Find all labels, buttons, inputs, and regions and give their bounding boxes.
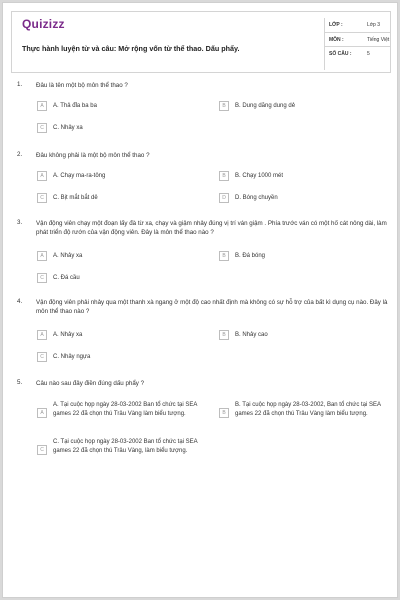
option-letter-box[interactable]: A <box>37 330 47 340</box>
meta-row-subject <box>325 32 390 46</box>
option-text: A. Chạy ma-ra-tông <box>53 173 106 179</box>
meta-label-subject: MÔN : <box>329 37 344 43</box>
option-text: C. Nhảy xa <box>53 125 83 131</box>
question-3 <box>17 219 393 289</box>
option-letter-box[interactable]: B <box>219 251 229 261</box>
question-text: Vận động viên chạy một đoạn lấy đà từ xa, chạy và giậm nhảy đúng vị trí ván giậm . Phía trước ván có một hố cát nông dài, làm phát triển độ rướn của vận động viên. Đây là môn thể thao nào ? <box>36 220 387 236</box>
option-text: D. Bóng chuyền <box>235 195 278 201</box>
option-letter-box[interactable]: C <box>37 445 47 455</box>
option-letter-box[interactable]: C <box>37 352 47 362</box>
question-2 <box>17 151 393 211</box>
option-letter-box[interactable]: C <box>37 123 47 133</box>
option-letter-box[interactable]: B <box>219 330 229 340</box>
worksheet-meta <box>324 18 390 70</box>
option-letter-box[interactable]: B <box>219 101 229 111</box>
question-4 <box>17 298 393 368</box>
option-text: B. Nhảy cao <box>235 332 268 338</box>
meta-row-question-count <box>325 46 390 60</box>
option-letter-box[interactable]: C <box>37 193 47 203</box>
worksheet-header <box>11 11 391 73</box>
option-letter-box[interactable]: A <box>37 101 47 111</box>
question-number: 2. <box>17 151 23 158</box>
option-letter-box[interactable]: B <box>219 408 229 418</box>
quizizz-logo: Quizizz <box>22 17 65 31</box>
option-text: B. Chạy 1000 mét <box>235 173 284 179</box>
meta-value-question-count: 5 <box>367 51 370 57</box>
meta-label-question-count: SỐ CÂU : <box>329 51 352 57</box>
option-letter-box[interactable]: A <box>37 251 47 261</box>
option-text: A. Tại cuộc họp ngày 28-03-2002 Ban tổ chức tại SEA games 22 đã chọn thú Trâu Vàng làm biểu tượng. <box>53 402 197 417</box>
option-text: C. Bịt mắt bắt dê <box>53 195 98 201</box>
option-text: C. Đá cầu <box>53 275 80 281</box>
question-number: 4. <box>17 298 23 305</box>
option-text: B. Tại cuộc họp ngày 28-03-2002, Ban tổ chức tại SEA games 22 đã chọn thú Trâu Vàng làm biểu tượng. <box>235 402 381 417</box>
question-number: 1. <box>17 81 23 88</box>
option-letter-box[interactable]: D <box>219 193 229 203</box>
question-5 <box>17 379 393 479</box>
option-letter-box[interactable]: B <box>219 171 229 181</box>
question-text: Câu nào sau đây điền đúng dấu phẩy ? <box>36 380 145 387</box>
question-text: Đâu không phải là một bộ môn thể thao ? <box>36 152 150 159</box>
question-number: 3. <box>17 219 23 226</box>
option-text: C. Tại cuộc họp ngày 28-03-2002 Ban tổ chức tại SEA games 22 đã chọn thú Trâu Vàng, làm biểu tượng. <box>53 439 198 454</box>
option-text: B. Dung dăng dung dẻ <box>235 103 296 109</box>
question-1 <box>17 81 393 141</box>
worksheet <box>2 2 398 598</box>
option-letter-box[interactable]: C <box>37 273 47 283</box>
option-text: C. Nhảy ngựa <box>53 354 91 360</box>
option-text: A. Nhảy xa <box>53 332 83 338</box>
option-letter-box[interactable]: A <box>37 171 47 181</box>
meta-label-grade: LỚP : <box>329 22 343 28</box>
meta-row-grade <box>325 18 390 32</box>
option-text: A. Nhảy xa <box>53 253 83 259</box>
meta-value-subject: Tiếng Việt <box>367 37 390 43</box>
meta-value-grade: Lớp 3 <box>367 22 381 28</box>
question-number: 5. <box>17 379 23 386</box>
question-text: Đâu là tên một bộ môn thể thao ? <box>36 82 128 89</box>
question-text: Vận động viên phải nhảy qua một thanh xà ngang ở một độ cao nhất định mà không có sự hỗ trợ của bất kì dụng cụ nào. Đây là môn thể thao nào ? <box>36 299 388 315</box>
option-text: A. Thả đỉa ba ba <box>53 103 97 109</box>
option-text: B. Đá bóng <box>235 253 266 259</box>
worksheet-title: Thực hành luyện từ và câu: Mở rộng vốn từ thể thao. Dấu phẩy. <box>22 44 240 53</box>
option-letter-box[interactable]: A <box>37 408 47 418</box>
